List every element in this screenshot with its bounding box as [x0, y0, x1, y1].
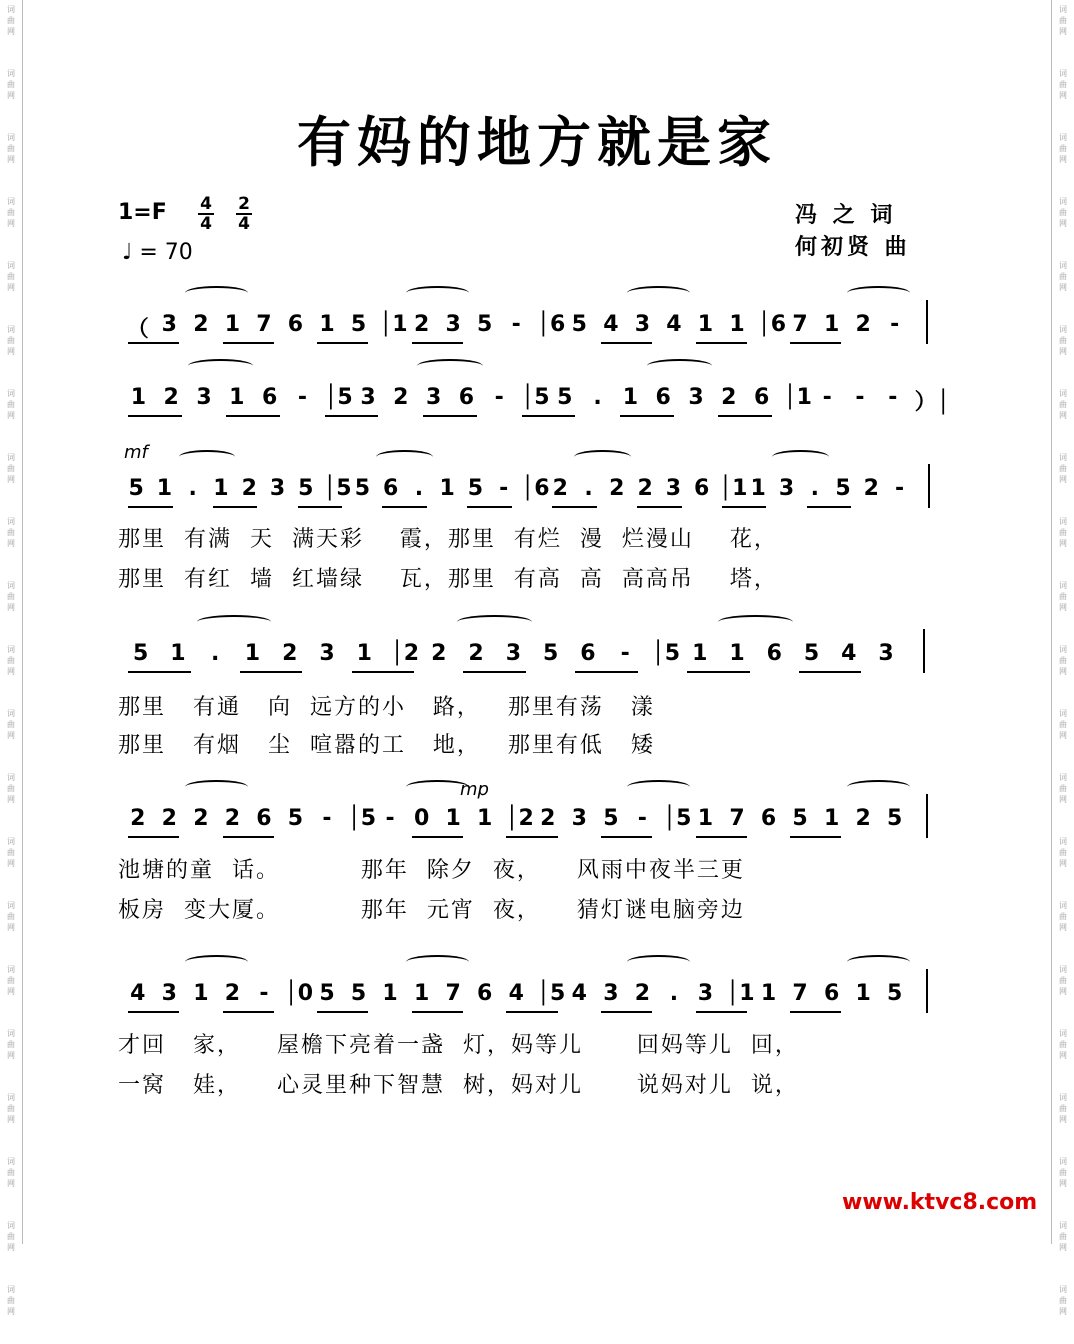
note: - — [297, 385, 307, 410]
note: 3 — [665, 476, 682, 501]
lyric-line-4b: 一窝 娃， 心灵里种下智慧 树，妈对儿 说妈对儿 说， — [118, 1073, 799, 1098]
lyric-line-4a: 才回 家， 屋檐下亮着一盏 灯，妈等儿 回妈等儿 回， — [118, 1033, 799, 1058]
beam-underline — [128, 506, 173, 508]
beam-underline — [506, 836, 557, 838]
watermark-text: 词 曲 网 — [7, 261, 15, 292]
note: - — [620, 641, 630, 666]
beam-underline — [240, 671, 303, 673]
watermark-text: 词 曲 网 — [7, 1029, 15, 1060]
watermark-text: 词 曲 网 — [1059, 197, 1067, 228]
note: 3 — [161, 312, 177, 337]
watermark-text: 词 曲 网 — [1059, 581, 1067, 612]
note: 3 — [634, 312, 651, 337]
note: 5 — [542, 641, 559, 666]
note: . — [188, 476, 197, 501]
note: - — [637, 806, 647, 831]
note: 6 — [256, 806, 272, 831]
watermark-text: 词 曲 网 — [7, 1221, 15, 1252]
note: 2 — [634, 981, 651, 1006]
note: . — [593, 385, 602, 410]
note: - — [855, 385, 865, 410]
watermark-text: 词 曲 网 — [7, 837, 15, 868]
note: 7 — [792, 981, 808, 1006]
note: 3 — [505, 641, 522, 666]
beam-underline — [790, 836, 841, 838]
watermark-text: 词 曲 网 — [7, 453, 15, 484]
watermark-text: 词 曲 网 — [1059, 1221, 1067, 1252]
dynamic-mp: mp — [460, 779, 489, 800]
slur-arc — [185, 286, 248, 300]
note: 3 — [878, 641, 894, 666]
note: 3 — [161, 981, 177, 1006]
note: 2 — [863, 476, 879, 501]
note: - — [895, 476, 905, 501]
watermark-text: 词 曲 网 — [1059, 965, 1067, 996]
watermark-text: 词 曲 网 — [1059, 1157, 1067, 1188]
lyric-line-3a: 池塘的童 话。 那年 除夕 夜， 风雨中夜半三更 — [118, 858, 745, 883]
beam-underline — [128, 1011, 179, 1013]
watermark-text: 词 曲 网 — [7, 1157, 15, 1188]
beam-underline — [799, 671, 862, 673]
beam-underline — [696, 342, 747, 344]
note: 5 — [887, 806, 903, 831]
note: 3 — [778, 476, 795, 501]
watermark-text: 词 曲 网 — [1059, 1093, 1067, 1124]
lyric-line-3b: 板房 变大厦。 那年 元宵 夜， 猜灯谜电脑旁边 — [118, 898, 745, 923]
beam-underline — [412, 836, 463, 838]
beam-underline — [463, 671, 526, 673]
note: 2 — [431, 641, 447, 666]
note: 5 — [467, 476, 484, 501]
note: │1 — [783, 385, 812, 410]
note: │5 — [323, 476, 352, 501]
note: 3 — [688, 385, 704, 410]
note: 1 — [382, 981, 398, 1006]
note: 2 — [130, 806, 146, 831]
site-url[interactable]: www.ktvc8.com — [842, 1190, 1038, 1215]
note: │0 — [284, 981, 314, 1006]
left-watermark-strip — [0, 0, 22, 1316]
note: 2 — [193, 312, 209, 337]
note: 1 — [697, 806, 714, 831]
note: 1 — [170, 641, 186, 666]
beam-underline — [382, 506, 427, 508]
dynamic-mf: mf — [124, 442, 148, 463]
beam-underline — [696, 836, 747, 838]
watermark-text: 词 曲 网 — [1059, 1285, 1067, 1316]
note: 2 — [609, 476, 625, 501]
note: 7 — [729, 806, 745, 831]
bar-line — [926, 794, 928, 838]
beam-underline — [522, 415, 576, 417]
watermark-text: 词 曲 网 — [7, 1093, 15, 1124]
note: - — [890, 312, 900, 337]
slur-arc — [627, 286, 690, 300]
note: 6 — [655, 385, 671, 410]
slur-arc — [185, 955, 248, 969]
note: 1 — [319, 312, 335, 337]
tempo-mark: ♩ = 70 — [122, 240, 193, 265]
note: 5 — [835, 476, 851, 501]
beam-underline — [423, 415, 477, 417]
composer-credit: 何初贤 曲 — [795, 235, 911, 260]
watermark-text: 词 曲 网 — [1059, 453, 1067, 484]
note: 6 — [580, 641, 596, 666]
slur-arc — [185, 780, 248, 794]
note: 2 — [282, 641, 298, 666]
beam-underline — [213, 506, 258, 508]
note: 2 — [193, 806, 209, 831]
note: 1 — [244, 641, 261, 666]
note: 6 — [760, 806, 777, 831]
slur-arc — [847, 780, 910, 794]
slur-arc — [647, 359, 713, 373]
slur-arc — [574, 450, 631, 464]
note: │6 — [521, 476, 550, 501]
note: 4 — [508, 981, 524, 1006]
slur-arc — [627, 780, 690, 794]
note: 5 — [603, 806, 619, 831]
note: 2 — [721, 385, 737, 410]
note: 2 — [468, 641, 484, 666]
note: 2 — [413, 312, 430, 337]
watermark-text: 词 曲 网 — [7, 901, 15, 932]
note: 6 — [753, 385, 770, 410]
slur-arc — [197, 615, 272, 629]
beam-underline — [317, 1011, 368, 1013]
watermark-text: 词 曲 网 — [7, 581, 15, 612]
bar-line — [926, 300, 928, 344]
note: - — [385, 806, 395, 831]
note: │5 — [662, 806, 692, 831]
note: ）│ — [914, 390, 950, 415]
note: 2 — [637, 476, 653, 501]
watermark-text: 词 曲 网 — [7, 197, 15, 228]
beam-underline — [722, 506, 767, 508]
beam-underline — [223, 342, 274, 344]
note: - — [499, 476, 509, 501]
watermark-text: 词 曲 网 — [1059, 69, 1067, 100]
beam-underline — [467, 506, 512, 508]
note: 2 — [540, 806, 556, 831]
beam-underline — [620, 415, 674, 417]
beam-underline — [637, 506, 682, 508]
note: 6 — [766, 641, 782, 666]
note: 1 — [193, 981, 209, 1006]
note: 6 — [823, 981, 840, 1006]
note: 3 — [445, 312, 461, 337]
note: 2 — [855, 806, 871, 831]
note: 5 — [354, 476, 370, 501]
note: 5 — [350, 981, 367, 1006]
beam-underline — [790, 1011, 841, 1013]
note: . — [210, 641, 220, 666]
beam-underline — [128, 342, 179, 344]
key-signature: 1=F — [118, 200, 167, 225]
lyric-line-2a: 那里 有通 向 远方的小 路， 那里有荡 漾 — [118, 695, 655, 720]
note: 2 — [224, 806, 241, 831]
note: 1 — [823, 806, 840, 831]
note: 1 — [156, 476, 173, 501]
bar-line — [923, 629, 925, 673]
beam-underline — [128, 836, 179, 838]
note: 2 — [163, 385, 179, 410]
note: 1 — [229, 385, 245, 410]
note: 1 — [439, 476, 455, 501]
watermark-text: 词 曲 网 — [7, 645, 15, 676]
beam-underline — [325, 415, 379, 417]
beam-underline — [298, 506, 343, 508]
note: - — [822, 385, 832, 410]
slur-arc — [406, 955, 469, 969]
beam-underline — [506, 1011, 557, 1013]
beam-underline — [317, 342, 368, 344]
note: 2 — [855, 312, 871, 337]
beam-underline — [790, 342, 841, 344]
note: 2 — [241, 476, 257, 501]
note: 1 — [356, 641, 372, 666]
note: 5 — [803, 641, 820, 666]
note: - — [322, 806, 332, 831]
note: 5 — [350, 312, 367, 337]
note: │5 — [536, 981, 566, 1006]
note: 4 — [603, 312, 619, 337]
slur-arc — [417, 359, 483, 373]
note: 5 — [887, 981, 903, 1006]
note: 6 — [287, 312, 304, 337]
beam-underline — [223, 836, 274, 838]
note: 5 — [557, 385, 573, 410]
watermark-text: 词 曲 网 — [1059, 325, 1067, 356]
note: （ — [126, 317, 149, 342]
note: 4 — [571, 981, 587, 1006]
note: 5 — [132, 641, 149, 666]
note: 1 — [224, 312, 241, 337]
lyric-line-1a: 那里 有满 天 满天彩 霞，那里 有烂 漫 烂漫山 花， — [118, 527, 778, 552]
slur-arc — [188, 359, 254, 373]
watermark-text: 词 曲 网 — [1059, 709, 1067, 740]
lyric-line-2b: 那里 有烟 尘 喧嚣的工 地， 那里有低 矮 — [118, 733, 655, 758]
note: 1 — [729, 312, 745, 337]
note: 5 — [298, 476, 314, 501]
note: │6 — [757, 312, 787, 337]
note: │1 — [726, 981, 755, 1006]
beam-underline — [412, 342, 463, 344]
note: . — [584, 476, 593, 501]
note: 5 — [571, 312, 587, 337]
note: 2 — [393, 385, 409, 410]
slur-arc — [772, 450, 829, 464]
note: │5 — [521, 385, 550, 410]
time-signature-4-4: $\frac{4}{4}$ — [198, 195, 214, 233]
lyric-line-1b: 那里 有红 墙 红墙绿 瓦，那里 有高 高 高高吊 塔， — [118, 567, 778, 592]
watermark-text: 词 曲 网 — [1059, 773, 1067, 804]
slur-arc — [847, 286, 910, 300]
beam-underline — [412, 1011, 463, 1013]
note: - — [494, 385, 504, 410]
beam-underline — [226, 415, 280, 417]
watermark-text: 词 曲 网 — [1059, 837, 1067, 868]
note: │6 — [536, 312, 566, 337]
note: │5 — [324, 385, 353, 410]
note: │2 — [505, 806, 534, 831]
note: 3 — [269, 476, 286, 501]
note: 3 — [603, 981, 619, 1006]
note: 4 — [666, 312, 682, 337]
note: 3 — [571, 806, 587, 831]
slur-arc — [847, 955, 910, 969]
note: │1 — [379, 312, 408, 337]
note: 6 — [382, 476, 399, 501]
note: 1 — [823, 312, 840, 337]
beam-underline — [807, 506, 852, 508]
note: 5 — [128, 476, 144, 501]
watermark-text: 词 曲 网 — [7, 773, 15, 804]
note: 1 — [760, 981, 777, 1006]
slur-arc — [627, 955, 690, 969]
note: 7 — [792, 312, 808, 337]
watermark-text: 词 曲 网 — [7, 517, 15, 548]
note: - — [259, 981, 269, 1006]
note: 2 — [552, 476, 568, 501]
watermark-text: 词 曲 网 — [1059, 261, 1067, 292]
note: 1 — [213, 476, 229, 501]
note: 3 — [360, 385, 376, 410]
watermark-text: 词 曲 网 — [7, 133, 15, 164]
time-signature-2-4: $\frac{2}{4}$ — [236, 195, 252, 233]
note: . — [810, 476, 819, 501]
beam-underline — [696, 1011, 747, 1013]
note: 1 — [855, 981, 871, 1006]
note: 4 — [130, 981, 146, 1006]
beam-underline — [601, 836, 652, 838]
note: - — [511, 312, 521, 337]
beam-underline — [718, 415, 772, 417]
note: . — [669, 981, 679, 1006]
right-watermark-strip — [1052, 0, 1074, 1316]
watermark-text: 词 曲 网 — [1059, 517, 1067, 548]
watermark-text: 词 曲 网 — [1059, 5, 1067, 36]
note: 1 — [477, 806, 493, 831]
slur-arc — [457, 615, 532, 629]
note: 5 — [792, 806, 808, 831]
beam-underline — [601, 1011, 652, 1013]
note: 1 — [413, 981, 430, 1006]
bar-line — [926, 969, 928, 1013]
note: 5 — [319, 981, 335, 1006]
note: 5 — [477, 312, 493, 337]
note: │1 — [718, 476, 748, 501]
watermark-text: 词 曲 网 — [7, 325, 15, 356]
watermark-text: 词 曲 网 — [7, 1285, 15, 1316]
watermark-text: 词 曲 网 — [7, 5, 15, 36]
song-title: 有妈的地方就是家 — [297, 110, 777, 174]
lyricist-credit: 冯 之 词 — [795, 203, 897, 228]
beam-underline — [552, 506, 597, 508]
note: 3 — [697, 981, 714, 1006]
watermark-text: 词 曲 网 — [1059, 645, 1067, 676]
bar-line — [928, 464, 930, 508]
beam-underline — [128, 671, 191, 673]
watermark-text: 词 曲 网 — [7, 389, 15, 420]
note: 6 — [458, 385, 475, 410]
note: 7 — [256, 312, 272, 337]
note: │5 — [651, 641, 681, 666]
note: 3 — [425, 385, 442, 410]
beam-underline — [687, 671, 750, 673]
watermark-text: 词 曲 网 — [1059, 901, 1067, 932]
beam-underline — [601, 342, 652, 344]
note: 1 — [622, 385, 639, 410]
beam-underline — [352, 671, 415, 673]
beam-underline — [223, 1011, 274, 1013]
beam-underline — [575, 671, 638, 673]
note: 1 — [729, 641, 745, 666]
note: . — [414, 476, 424, 501]
watermark-text: 词 曲 网 — [1059, 1029, 1067, 1060]
note: 0 — [413, 806, 430, 831]
note: 6 — [261, 385, 278, 410]
watermark-text: 词 曲 网 — [1059, 389, 1067, 420]
watermark-text: 词 曲 网 — [1059, 133, 1067, 164]
note: 5 — [287, 806, 304, 831]
note: │5 — [347, 806, 377, 831]
note: 2 — [224, 981, 241, 1006]
note: 3 — [196, 385, 212, 410]
note: 1 — [130, 385, 147, 410]
note: 3 — [319, 641, 335, 666]
watermark-text: 词 曲 网 — [7, 965, 15, 996]
beam-underline — [128, 415, 182, 417]
note: 6 — [477, 981, 493, 1006]
note: │2 — [390, 641, 420, 666]
note: - — [888, 385, 898, 410]
note: 4 — [841, 641, 857, 666]
slur-arc — [718, 615, 793, 629]
slur-arc — [406, 286, 469, 300]
watermark-text: 词 曲 网 — [7, 709, 15, 740]
note: 1 — [697, 312, 714, 337]
watermark-text: 词 曲 网 — [7, 69, 15, 100]
note: 1 — [692, 641, 708, 666]
slur-arc — [179, 450, 236, 464]
note: 2 — [161, 806, 177, 831]
slur-arc — [376, 450, 433, 464]
note: 1 — [445, 806, 461, 831]
note: 7 — [445, 981, 461, 1006]
note: 1 — [750, 476, 766, 501]
note: 6 — [693, 476, 710, 501]
